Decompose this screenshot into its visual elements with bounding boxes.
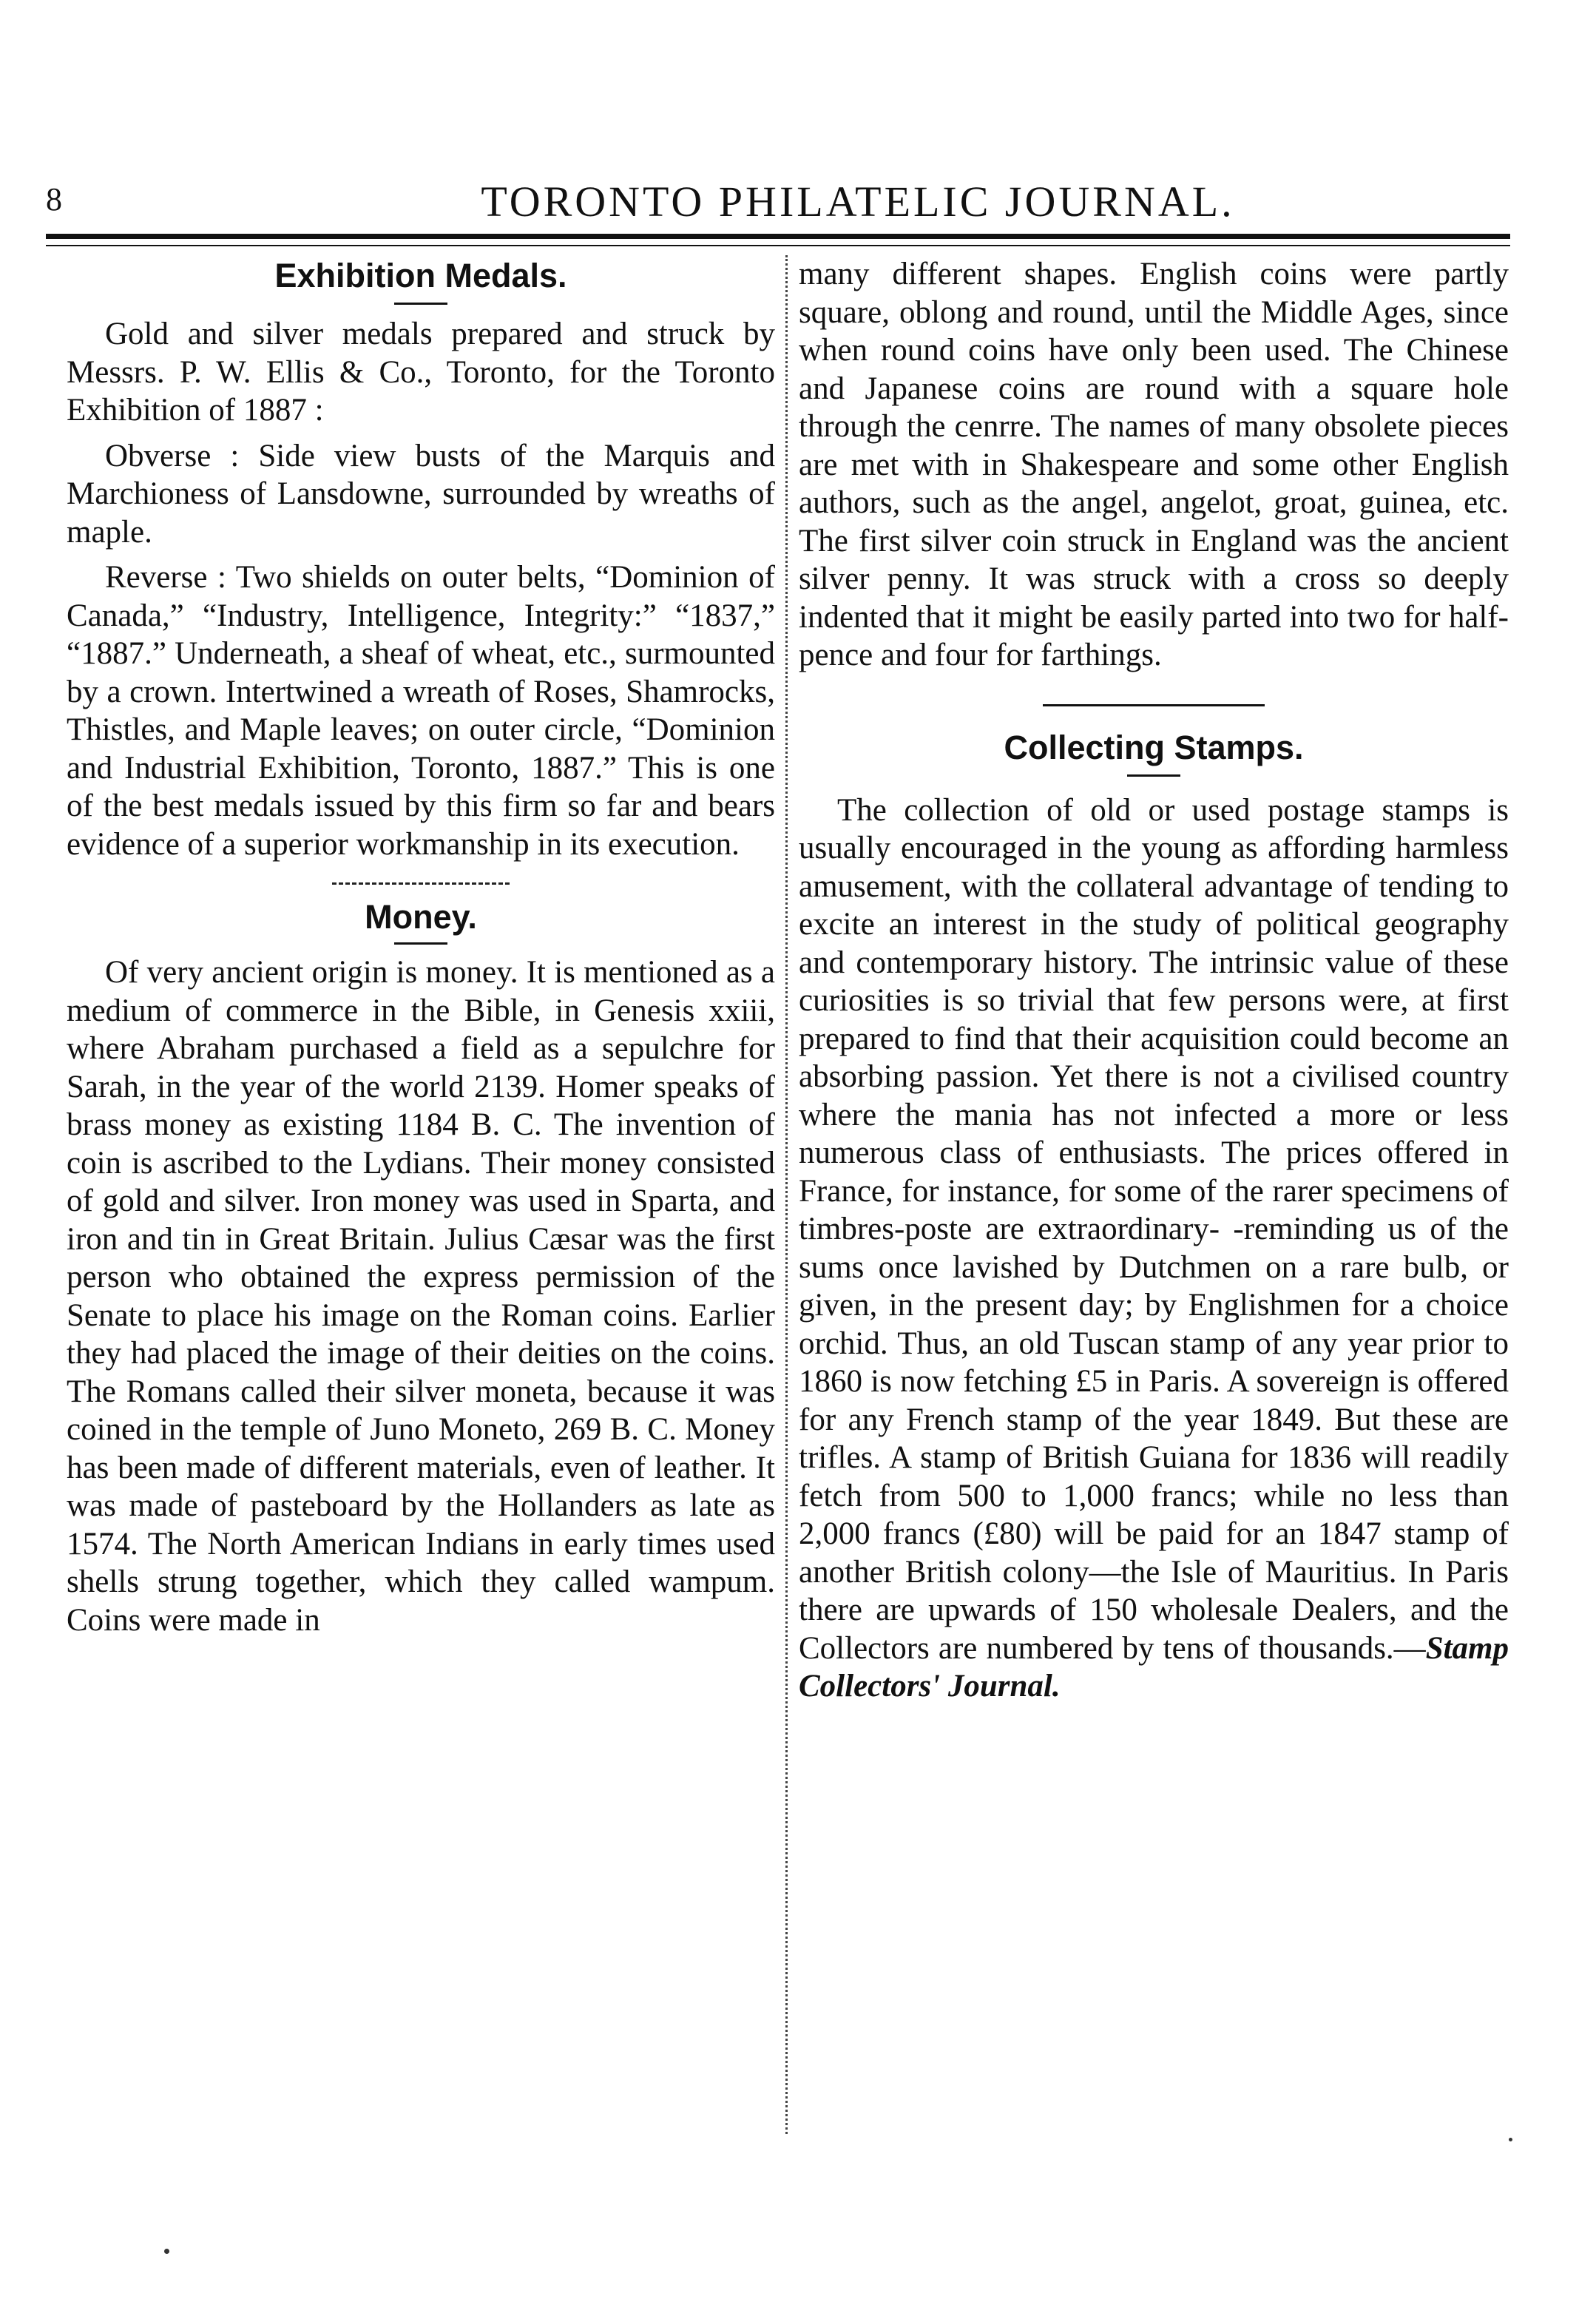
ink-speck bbox=[164, 2249, 169, 2254]
column-divider bbox=[785, 255, 788, 2134]
heading-rule bbox=[394, 942, 447, 945]
section-separator bbox=[1043, 704, 1265, 706]
medals-obverse-paragraph: Obverse : Side view busts of the Marquis and Marchioness of Lansdowne, surrounded by wreaths of maple. bbox=[67, 438, 775, 550]
medals-reverse-paragraph: Reverse : Two shields on outer belts, “Dominion of Canada,” “Industry, Intelligence, Integrity:” “1837,” “1887.” Underneath, a sheaf of wheat, etc., surmounted by a crown. Intertwined a wreath of Roses, Shamrocks, Thistles, and Maple leaves; on outer circle, “Dominion and Industrial Exhibition, Toronto, 1887.” This is one of the best medals issued by this firm so far and bears evidence of a superior workmanship in its execution. bbox=[67, 560, 775, 862]
right-column bbox=[799, 255, 1509, 1706]
header-rule bbox=[46, 234, 1510, 239]
section-separator bbox=[332, 882, 510, 885]
money-continued-paragraph: many different shapes. English coins were partly square, oblong and round, until the Middle Ages, since when round coins have only been used. The Chinese and Japanese coins are round with a square hole through the cenrre. The names of many obsolete pieces are met with in Shakespeare and some other English authors, such as the angel, angelot, groat, guinea, etc. The first silver coin struck in England was the ancient silver penny. It was struck with a cross so deeply indented that it might be easily parted into two for half-pence and four for farthings. bbox=[799, 257, 1509, 672]
heading-rule bbox=[1127, 774, 1180, 777]
journal-title: TORONTO PHILATELIC JOURNAL. bbox=[481, 178, 1235, 226]
ink-speck bbox=[1509, 2138, 1512, 2141]
page-number: 8 bbox=[46, 181, 62, 217]
left-column bbox=[67, 255, 775, 1639]
stamps-paragraph bbox=[799, 791, 1509, 1706]
medals-intro-paragraph: Gold and silver medals prepared and struck by Messrs. P. W. Ellis & Co., Toronto, for the Toronto Exhibition of 1887 : bbox=[67, 317, 775, 428]
money-paragraph: Of very ancient origin is money. It is mentioned as a medium of commerce in the Bible, in Genesis xxiii, where Abraham purchased a field as a sepulchre for Sarah, in the year of the world 2139. Homer speaks of brass money as existing 1184 B. C. The invention of coin is ascribed to the Lydians. Their money consisted of gold and silver. Iron money was used in Sparta, and iron and tin in Great Britain. Julius Cæsar was the first person who obtained the express permission of the Senate to place his image on the Roman coins. Earlier they had placed the image of their deities on the coins. The Romans called their silver moneta, because it was coined in the temple of Juno Moneto, 269 B. C. Money has been made of different materials, even of leather. It was made of pasteboard by the Hollanders as late as 1574. The North American Indians in early times used shells strung together, which they called wampum. Coins were made in bbox=[67, 955, 775, 1638]
stamps-heading: Collecting Stamps. bbox=[1004, 728, 1304, 766]
heading-rule bbox=[394, 303, 447, 305]
stamps-body-text: The collection of old or used postage stamps is usually encouraged in the young as affording harmless amusement, with the collateral advantage of tending to excite an interest in the study of political geography and contemporary history. The intrinsic value of these curiosities is so trivial that few persons were, at first prepared to find that their acquisition could become an absorbing passion. Yet there is not a civilised country where the mania has not infected a more or less numerous class of enthusiasts. The prices offered in France, for instance, for some of the rarer specimens of timbres-poste are extraordinary- -reminding us of the sums once lavished by Dutchmen on a rare bulb, or given, in the present day; by Englishmen for a choice orchid. Thus, an old Tuscan stamp of any year prior to 1860 is now fetching £5 in Paris. A sovereign is offered for any French stamp of the year 1849. But these are trifles. A stamp of British Guiana for 1836 will readily fetch from 500 to 1,000 francs; while no less than 2,000 francs (£80) will be paid for an 1847 stamp of another British colony—the Isle of Mauritius. In Paris there are upwards of 150 wholesale Dealers, and the Collectors are numbered by tens of thousands.— bbox=[799, 792, 1509, 1666]
medals-heading: Exhibition Medals. bbox=[274, 257, 567, 294]
header-rule-thin bbox=[46, 245, 1510, 246]
source-attribution: Stamp Collectors' Journal. bbox=[799, 1630, 1509, 1704]
money-heading: Money. bbox=[365, 898, 477, 936]
